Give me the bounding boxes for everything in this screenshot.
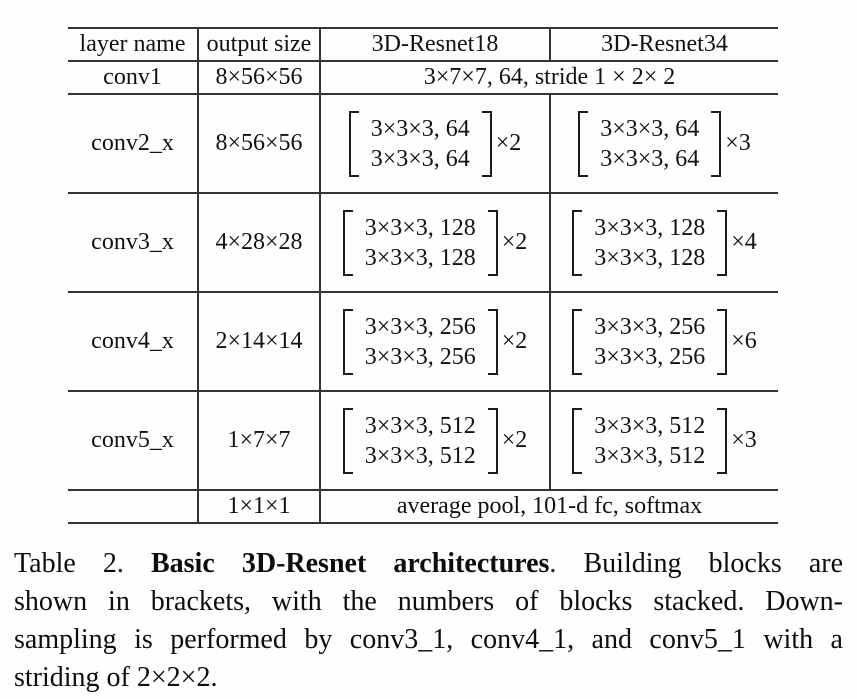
cell-layer-name: conv2_x <box>68 94 198 193</box>
cell-output-size: 2×14×14 <box>198 292 320 391</box>
matrix-line: 3×3×3, 128 <box>594 214 706 241</box>
matrix-line: 3×3×3, 256 <box>594 343 706 370</box>
block-matrix <box>572 408 727 474</box>
table-header-row <box>68 28 778 61</box>
caption-line-3: sampling is performed by conv3_1, conv4_1, and conv5_1 with a <box>14 624 843 655</box>
cell-output-size: 1×7×7 <box>198 391 320 490</box>
block-multiplier: ×2 <box>501 229 528 255</box>
cell-resnet18-block <box>320 391 550 490</box>
caption-line-2: shown in brackets, with the numbers of blocks stacked. Down- <box>14 586 843 617</box>
left-bracket <box>572 210 582 276</box>
left-bracket <box>343 408 353 474</box>
block-matrix <box>572 210 727 276</box>
matrix-line: 3×3×3, 512 <box>364 412 476 439</box>
table-row-conv1 <box>68 61 778 94</box>
caption-line-4: striding of 2×2×2. <box>14 662 218 693</box>
matrix-line: 3×3×3, 128 <box>364 244 476 271</box>
block-multiplier: ×3 <box>725 130 751 156</box>
cell-resnet18-block <box>320 94 550 193</box>
cell-output-size: 4×28×28 <box>198 193 320 292</box>
header-layer-name: layer name <box>68 28 198 61</box>
cell-output-size: 1×1×1 <box>198 490 320 523</box>
matrix-line: 3×3×3, 256 <box>594 313 706 340</box>
cell-conv1-spec: 3×7×7, 64, stride 1 × 2× 2 <box>320 61 778 94</box>
block-multiplier: ×6 <box>731 328 757 354</box>
header-output-size: output size <box>198 28 320 61</box>
right-bracket <box>711 111 721 177</box>
right-bracket <box>488 408 498 474</box>
caption-title-bold: Basic 3D-Resnet architectures <box>150 548 550 579</box>
caption-line-1-rest: . Building blocks are <box>549 548 843 579</box>
block-matrix <box>572 309 727 375</box>
cell-pool-spec: average pool, 101-d fc, softmax <box>320 490 778 523</box>
cell-layer-name: conv3_x <box>68 193 198 292</box>
cell-resnet34-block <box>550 391 778 490</box>
left-bracket <box>349 111 359 177</box>
block-multiplier: ×2 <box>495 130 522 156</box>
caption-line-1 <box>14 545 843 583</box>
matrix-line: 3×3×3, 128 <box>594 244 706 271</box>
left-bracket <box>572 309 582 375</box>
left-bracket <box>343 210 353 276</box>
block-multiplier: ×4 <box>731 229 757 255</box>
cell-layer-name: conv1 <box>68 61 198 94</box>
matrix-line: 3×3×3, 64 <box>600 145 700 172</box>
left-bracket <box>578 111 588 177</box>
right-bracket <box>488 210 498 276</box>
cell-resnet18-block <box>320 193 550 292</box>
table-row-conv3x <box>68 193 778 292</box>
matrix-line: 3×3×3, 64 <box>370 115 470 142</box>
table-row-conv4x <box>68 292 778 391</box>
matrix-line: 3×3×3, 64 <box>370 145 470 172</box>
table-row-conv5x <box>68 391 778 490</box>
cell-resnet18-block <box>320 292 550 391</box>
table-row-pool <box>68 490 778 523</box>
cell-output-size: 8×56×56 <box>198 61 320 94</box>
caption-table-number: Table 2. <box>14 548 151 579</box>
left-bracket <box>572 408 582 474</box>
right-bracket <box>482 111 492 177</box>
matrix-line: 3×3×3, 256 <box>364 313 476 340</box>
right-bracket <box>488 309 498 375</box>
block-matrix <box>343 408 498 474</box>
left-bracket <box>343 309 353 375</box>
cell-resnet34-block <box>550 94 778 193</box>
cell-output-size: 8×56×56 <box>198 94 320 193</box>
cell-resnet34-block <box>550 193 778 292</box>
matrix-line: 3×3×3, 64 <box>600 115 700 142</box>
matrix-line: 3×3×3, 512 <box>594 412 706 439</box>
block-multiplier: ×3 <box>731 427 757 453</box>
cell-layer-name-empty <box>68 490 198 523</box>
block-matrix <box>343 210 498 276</box>
block-matrix <box>343 309 498 375</box>
right-bracket <box>717 210 727 276</box>
right-bracket <box>717 309 727 375</box>
header-3d-resnet18: 3D-Resnet18 <box>320 28 550 61</box>
matrix-line: 3×3×3, 256 <box>364 343 476 370</box>
matrix-line: 3×3×3, 512 <box>594 442 706 469</box>
cell-layer-name: conv4_x <box>68 292 198 391</box>
cell-layer-name: conv5_x <box>68 391 198 490</box>
block-matrix <box>578 111 721 177</box>
matrix-line: 3×3×3, 128 <box>364 214 476 241</box>
table-caption <box>14 545 843 697</box>
architecture-table <box>68 27 778 524</box>
block-multiplier: ×2 <box>501 427 528 453</box>
block-multiplier: ×2 <box>501 328 528 354</box>
block-matrix <box>349 111 492 177</box>
matrix-line: 3×3×3, 512 <box>364 442 476 469</box>
table-row-conv2x <box>68 94 778 193</box>
header-3d-resnet34: 3D-Resnet34 <box>550 28 778 61</box>
right-bracket <box>717 408 727 474</box>
cell-resnet34-block <box>550 292 778 391</box>
